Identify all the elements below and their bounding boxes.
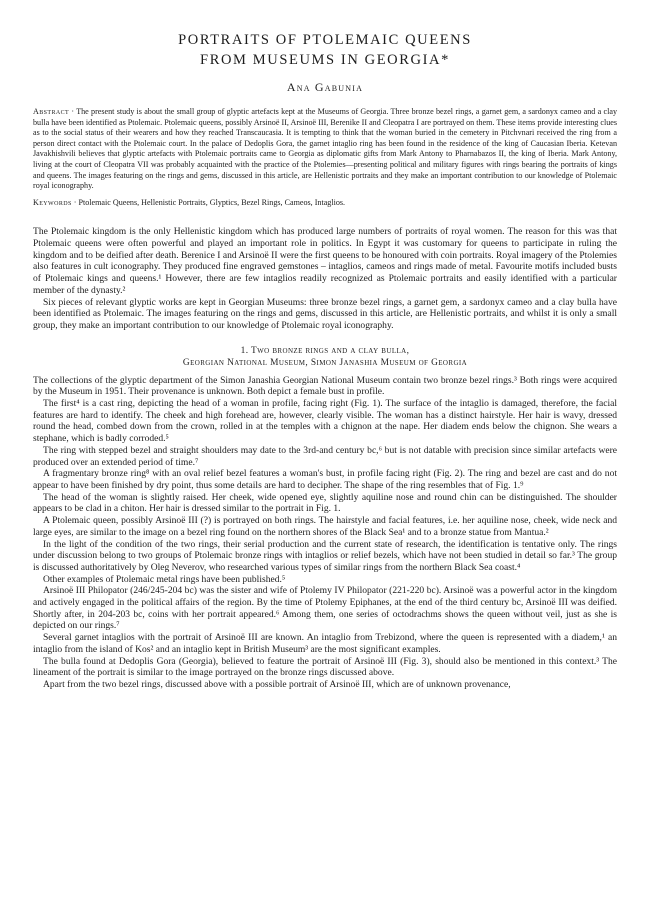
abstract-text: · The present study is about the small group of glyptic artefacts kept at the Museums of Georgia. Three bronze bezel rings, a garnet gem, a sardonyx cameo and a clay bulla have been identified as Ptolemaic. Ptolemaic queens, possibly Arsinoë II, Arsinoë III, Berenike II and Cleopatra I are portrayed on them. These items provide interesting clues as to the social status of their wearers and how they reached Transcaucasia. It is tempting to think that the woman buried in the cemetery in Pitchvnari received the ring from a person direct contact with the Ptolemaic court. In the palace of Dedoplis Gora, the garnet intaglio ring has been found in the residence of the king of Caucasian Iberia. Ketevan Javakhishvili believes that glyptic artefacts with Ptolemaic portraits came to Georgia as diplomatic gifts from Mark Antony to Pharnabazos II, the king of Iberia. Mark Antony, living at the court of Cleopatra VII was probably acquainted with the practice of the Ptolemies—presenting political and military figures with rings bearing the portraits of kings and queens. The images featuring on the rings and gems, discussed in this article, are Hellenistic portraits and they make an important contribution to our knowledge of Ptolemaic royal iconography. <box>33 107 617 191</box>
paragraph: Arsinoë III Philopator (246/245-204 bc) was the sister and wife of Ptolemy IV Philopator (221-220 bc). Arsinoë was a powerful actor in the kingdom and actively engaged in the political affairs of the region. By the time of Ptolemy Epiphanes, at the end of the third century bc, Arsinoë III was deified. Shortly after, in 204-203 bc, coins with her portrait appeared.⁶ Among them, one series of octodrachms shows the queen without veil, just as she is depicted on our rings.⁷ <box>33 585 617 632</box>
article-page <box>33 30 617 691</box>
paragraph: The head of the woman is slightly raised. Her cheek, wide opened eye, slightly aquiline nose and round chin can be distinguished. The shoulder appears to be clad in a chiton. Her hair is dressed similar to the portrait in Fig. 1. <box>33 491 617 515</box>
abstract-label: Abstract <box>33 107 70 116</box>
article-title <box>33 30 617 70</box>
paragraph: A fragmentary bronze ring⁸ with an oval relief bezel features a woman's bust, in profile facing right (Fig. 2). The ring and bezel are cast and do not appear to have been finished by dry point, thus some details are hard to decipher. The shape of the ring resembles that of Fig. 1.⁹ <box>33 468 617 491</box>
article-body <box>33 226 617 690</box>
author-name: Ana Gabunia <box>286 80 364 94</box>
paragraph: Several garnet intaglios with the portrait of Arsinoë III are known. An intaglio from Trebizond, where the queen is represented with a diadem,¹ an intaglio from the island of Kos² and an intaglio kept in British Museum³ are the most significant examples. <box>33 632 617 655</box>
paragraph: Other examples of Ptolemaic metal rings have been published.⁵ <box>43 573 286 585</box>
title-line-2: FROM MUSEUMS IN GEORGIA* <box>200 52 450 68</box>
paragraph: The ring with stepped bezel and straight shoulders may date to the 3rd-and century bc,⁶ but is not datable with precision since similar artefacts were produced over an extended period of time.⁷ <box>33 444 617 468</box>
keywords-text: · Ptolemaic Queens, Hellenistic Portraits, Glyptics, Bezel Rings, Cameos, Intaglios. <box>73 197 346 207</box>
keywords-label: Keywords <box>33 197 72 207</box>
paragraph: The bulla found at Dedoplis Gora (Georgia), believed to feature the portrait of Arsinoë III (Fig. 3), should also be mentioned in this context.³ The lineament of the portrait is similar to the image portrayed on the bronze rings discussed above. <box>33 655 617 679</box>
paragraph: The Ptolemaic kingdom is the only Hellenistic kingdom which has produced large numbers of portraits of royal women. The reason for this was that Ptolemaic queens were often powerful and played an important role in politics. In Egypt it was customary for queens to participate in ruling the kingdom and to be deified after death. Berenice I and Arsinoë II were the first queens to be honoured with coin portraits. Royal imagery of the Ptolemies also features in cult iconography. They produced fine engraved gemstones – intaglios, cameos and rings made of metal. Favourite motifs included busts of Ptolemaic kings and queens.¹ However, there are few intaglios readily recognized as Ptolemaic portraits and easily identified with a particular member of the dynasty.² <box>33 226 617 296</box>
paragraph: Six pieces of relevant glyptic works are kept in Georgian Museums: three bronze bezel rings, a garnet gem, a sardonyx cameo and a clay bulla have been identified as Ptolemaic. The images featuring on the rings and gems, discussed in this article, are Hellenistic portraits, and whilst it is only a small group, they make an important contribution to our knowledge of Ptolemaic royal iconography. <box>33 296 617 331</box>
title-line-1: PORTRAITS OF PTOLEMAIC QUEENS <box>178 32 472 48</box>
paragraph: A Ptolemaic queen, possibly Arsinoë III (?) is portrayed on both rings. The hairstyle and facial features, i.e. her aquiline nose, cheek, wide neck and large eyes, are similar to the image on a bezel ring found on the northern shores of the Black Sea¹ and to a bronze statue from Mantua.² <box>33 515 617 538</box>
paragraph: The first⁴ is a cast ring, depicting the head of a woman in profile, facing right (Fig. 1). The surface of the intaglio is damaged, therefore, the facial features are hard to identify. The cheek and high forehead are, however, clearly visible. The woman has a distinct hairstyle. Her hair is wavy, dressed round the head, combed down from the crown, rolled in at the temples with a chignon at the nape. Her diadem ends below the chignon. She wears a stephane, which is badly corroded.⁵ <box>33 398 617 445</box>
section-heading <box>33 345 617 369</box>
paragraph: Apart from the two bezel rings, discussed above with a possible portrait of Arsinoë III, which are of unknown provenance, <box>43 678 511 690</box>
section-heading-line-2: Georgian National Museum, Simon Janashia Museum of Georgia <box>182 357 468 368</box>
keywords <box>33 198 617 209</box>
paragraph: The collections of the glyptic department of the Simon Janashia Georgian National Museum contain two bronze bezel rings.³ Both rings were acquired by the Museum in 1951. Their provenance is unknown. Both depict a female bust in profile. <box>33 374 617 398</box>
paragraph: In the light of the condition of the two rings, their serial production and the current state of research, the identification is tentative only. The rings under discussion belong to two groups of Ptolemaic bronze rings with intaglios or relief bezels, which have not been studied in detail so far.³ The group is discussed authoritatively by Oleg Neverov, who researched various types of similar rings from the northern Black Sea coast.⁴ <box>33 538 617 573</box>
abstract <box>33 107 617 192</box>
section-heading-line-1: 1. Two bronze rings and a clay bulla, <box>240 345 410 356</box>
